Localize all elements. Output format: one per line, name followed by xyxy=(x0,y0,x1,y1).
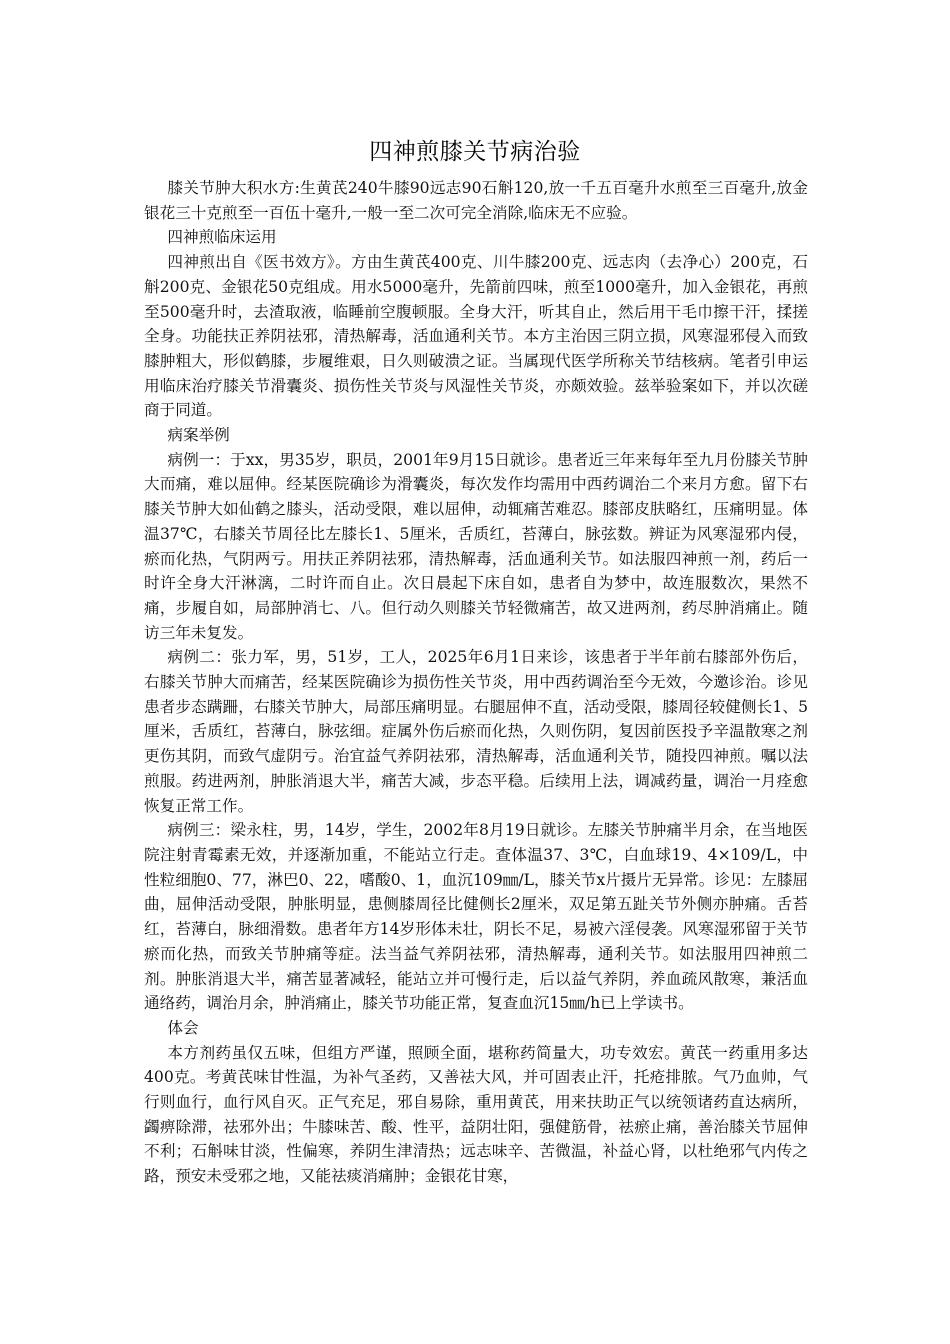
paragraph-case-three: 病例三：梁永柱，男，14岁，学生，2002年8月19日就诊。左膝关节肿痛半月余，在当地医院注射青霉素无效，并逐渐加重，不能站立行走。查体温37、3℃，白血球19、4×109/L，中性粒细胞0、77，淋巴0、22，嗜酸0、1，血沉109㎜/L，膝关节x片摄片无异常。诊见：左膝屈曲，屈伸活动受限，肿胀明显，患侧膝周径比健侧长2厘米，双足第五趾关节外侧亦肿痛。舌苔红，苔薄白，脉细滑数。患者年方14岁形体未壮，阴长不足，易被六淫侵袭。风寒湿邪留于关节瘀而化热，而致关节肿痛等症。法当益气养阴祛邪，清热解毒，通利关节。如法服用四神煎二剂。肿胀消退大半，痛苦显著减轻，能站立并可慢行走，后以益气养阴，养血疏风散寒，兼活血通络药，调治月余，肿消痛止，膝关节功能正常，复查血沉15㎜/h已上学读书。 xyxy=(144,821,808,1013)
section-heading-case-examples: 病案举例 xyxy=(167,426,230,445)
paragraph-introduction: 四神煎出自《医书效方》。方由生黄芪400克、川牛膝200克、远志肉（去净心）200克，石斛200克、金银花50克组成。用水5000毫升，先箭前四味，煎至1000毫升，加入金银花，再煎至500毫升时，去渣取液，临睡前空腹顿服。全身大汗，听其自止，然后用干毛巾擦干汗，揉搓全身。功能扶正养阴祛邪，清热解毒，活血通利关节。本方主治因三阴立损，风寒湿邪侵入而致膝肿粗大，形似鹤膝，步履维艰，日久则破溃之证。当属现代医学所称关节结核病。笔者引申运用临床治疗膝关节滑囊炎、损伤性关节炎与风湿性关节炎，亦颇效验。兹举验案如下，并以次磋商于同道。 xyxy=(144,253,808,420)
document-title: 四神煎膝关节病治验 xyxy=(369,139,581,165)
paragraph-reflection: 本方剂药虽仅五味，但组方严谨，照顾全面，堪称药简量大，功专效宏。黄芪一药重用多达400克。考黄芪味甘性温，为补气圣药，又善祛大风，并可固表止汗，托疮排脓。气乃血帅，气行则血行，血行风自灭。正气充足，邪自易除，重用黄芪，用来扶助正气以统领诸药直达病所，蠲痹除滞，祛邪外出；牛膝味苦、酸、性平，益阴壮阳，强健筋骨，祛瘀止痛，善治膝关节屈伸不利；石斛味甘淡，性偏寒，养阴生津清热；远志味辛、苦微温，补益心肾，以杜绝邪气内传之路，预安未受邪之地，又能祛痰消痛肿；金银花甘寒， xyxy=(144,1043,808,1186)
paragraph-case-two: 病例二：张力军，男，51岁，工人，2025年6月1日来诊，该患者于半年前右膝部外伤后，右膝关节肿大而痛苦，经某医院确诊为损伤性关节炎，用中西药调治至今无效，今邀诊治。诊见患者步态蹒跚，右膝关节肿大，局部压痛明显。右腿屈伸不直，活动受限，膝周径较健侧长1、5厘米，舌质红，苔薄白，脉弦细。症属外伤后瘀而化热，久则伤阴，复因前医投予辛温散寒之剂更伤其阴，而致气虚阴亏。治宜益气养阴祛邪，清热解毒，活血通利关节，随投四神煎。嘱以法煎服。药进两剂，肿胀消退大半，痛苦大减，步态平稳。后续用上法，调减药量，调治一月痊愈恢复正常工作。 xyxy=(144,648,808,815)
paragraph-case-one: 病例一：于xx，男35岁，职员，2001年9月15日就诊。患者近三年来每年至九月份膝关节肿大而痛，难以屈伸。经某医院确诊为滑囊炎，每次发作均需用中西药调治二个来月方愈。留下右膝关节肿大如仙鹤之膝头，活动受限，难以屈伸，动辄痛苦难忍。膝部皮肤略红，压痛明显。体温37℃，右膝关节周径比左膝长1、5厘米，舌质红，苔薄白，脉弦数。辨证为风寒湿邪内侵，瘀而化热，气阴两亏。用扶正养阴祛邪，清热解毒，活血通利关节。如法服四神煎一剂，药后一时许全身大汗淋漓，二时许而自止。次日晨起下床自如，患者自为梦中，故连服数次，果然不痛，步履自如，局部肿消七、八。但行动久则膝关节轻微痛苦，故又进两剂，药尽肿消痛止。随访三年未复发。 xyxy=(144,450,808,642)
paragraph-prescription: 膝关节肿大积水方:生黄芪240牛膝90远志90石斛120,放一千五百毫升水煎至三百毫升,放金银花三十克煎至一百伍十毫升,一般一至二次可完全消除,临床无不应验。 xyxy=(144,179,808,222)
section-heading-reflection: 体会 xyxy=(167,1018,199,1037)
section-heading-clinical-use: 四神煎临床运用 xyxy=(167,228,277,247)
document-body xyxy=(144,176,808,1189)
